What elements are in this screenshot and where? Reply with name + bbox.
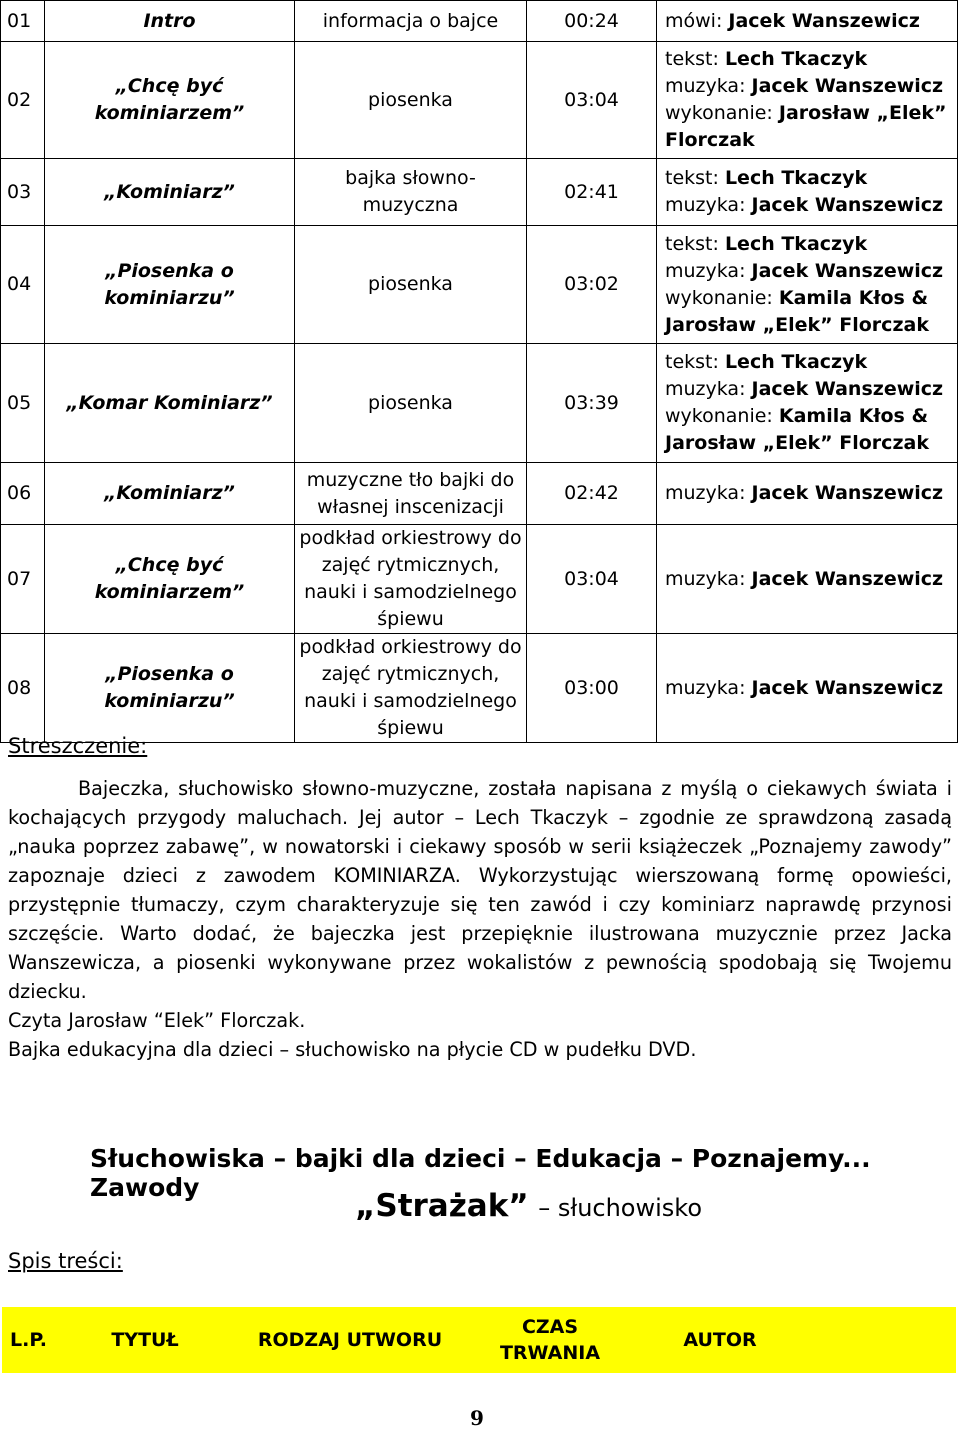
toc-heading: Spis treści: — [8, 1249, 123, 1273]
track-type: informacja o bajce — [295, 1, 527, 42]
table-row — [1, 226, 958, 344]
toc-col-time: CZAS TRWANIA — [499, 1316, 601, 1364]
track-title: „Kominiarz” — [45, 159, 295, 226]
track-time: 03:04 — [527, 525, 657, 634]
track-author: muzyka: Jacek Wanszewicz — [657, 634, 958, 743]
track-number: 08 — [1, 634, 45, 743]
table-row — [1, 344, 958, 463]
track-time: 02:41 — [527, 159, 657, 226]
track-type: piosenka — [295, 42, 527, 159]
table-row — [1, 463, 958, 525]
summary-reader: Czyta Jarosław “Elek” Florczak. — [8, 1009, 306, 1032]
track-type: podkład orkiestrowy do zajęć rytmicznych, nauki i samodzielnego śpiewu — [295, 634, 527, 743]
track-number: 02 — [1, 42, 45, 159]
book-title-suffix: – słuchowisko — [538, 1194, 703, 1222]
track-author: muzyka: Jacek Wanszewicz — [657, 463, 958, 525]
table-row — [1, 1, 958, 42]
track-type: piosenka — [295, 344, 527, 463]
track-title: „Komar Kominiarz” — [45, 344, 295, 463]
table-row — [1, 42, 958, 159]
track-number: 05 — [1, 344, 45, 463]
track-author: tekst: Lech Tkaczyk muzyka: Jacek Wanszewicz wykonanie: Kamila Kłos & Jarosław „Elek” Florczak — [657, 344, 958, 463]
toc-col-title: TYTUŁ — [111, 1329, 179, 1351]
toc-header-row — [2, 1307, 956, 1373]
track-title: „Piosenka o kominiarzu” — [45, 226, 295, 344]
summary-paragraph: Bajeczka, słuchowisko słowno-muzyczne, została napisana z myślą o ciekawych świata i kochających przygody maluchach. Jej autor – Lech Tkaczyk – zgodnie ze sprawdzoną zasadą „nauka poprzez zabawę”, w nowatorski i ciekawy sposób w serii książeczek „Poznajemy zawody” zapoznaje dzieci z zawodem KOMINIARZA. Wykorzystując wierszowaną formę opowieści, przystępnie tłumaczy, czym charakteryzuje się ten zawód i czy kominiarz naprawdę przynosi szczęście. Warto dodać, że bajeczka jest przepięknie ilustrowana muzycznie przez Jacka Wanszewicza, a piosenki wykonywane przez wokalistów z pewnością spodobają się Twojemu dziecku. — [8, 777, 952, 1003]
track-number: 06 — [1, 463, 45, 525]
track-type: muzyczne tło bajki do własnej inscenizacji — [295, 463, 527, 525]
track-title: „Chcę być kominiarzem” — [45, 525, 295, 634]
toc-col-lp: L.P. — [10, 1329, 47, 1351]
series-title: Słuchowiska – bajki dla dzieci – Edukacja – Poznajemy... Zawody — [90, 1144, 871, 1202]
table-row — [1, 525, 958, 634]
track-number: 01 — [1, 1, 45, 42]
track-number: 04 — [1, 226, 45, 344]
summary-text — [8, 774, 952, 1064]
track-author: tekst: Lech Tkaczyk muzyka: Jacek Wanszewicz — [657, 159, 958, 226]
track-title: „Chcę być kominiarzem” — [45, 42, 295, 159]
track-time: 02:42 — [527, 463, 657, 525]
track-time: 03:04 — [527, 42, 657, 159]
summary-heading: Streszczenie: — [8, 734, 148, 758]
page-number: 9 — [470, 1406, 484, 1430]
track-title: „Piosenka o kominiarzu” — [45, 634, 295, 743]
book-title — [355, 1188, 702, 1224]
track-time: 03:02 — [527, 226, 657, 344]
track-type: bajka słowno-muzyczna — [295, 159, 527, 226]
track-time: 03:39 — [527, 344, 657, 463]
track-type: podkład orkiestrowy do zajęć rytmicznych, nauki i samodzielnego śpiewu — [295, 525, 527, 634]
track-time: 00:24 — [527, 1, 657, 42]
table-row — [1, 634, 958, 743]
track-number: 07 — [1, 525, 45, 634]
track-title: Intro — [45, 1, 295, 42]
track-time: 03:00 — [527, 634, 657, 743]
toc-col-type: RODZAJ UTWORU — [257, 1329, 443, 1351]
track-author: tekst: Lech Tkaczyk muzyka: Jacek Wanszewicz wykonanie: Jarosław „Elek” Florczak — [657, 42, 958, 159]
track-number: 03 — [1, 159, 45, 226]
summary-format: Bajka edukacyjna dla dzieci – słuchowisko na płycie CD w pudełku DVD. — [8, 1038, 697, 1061]
track-title: „Kominiarz” — [45, 463, 295, 525]
track-author: mówi: Jacek Wanszewicz — [657, 1, 958, 42]
table-row — [1, 159, 958, 226]
track-type: piosenka — [295, 226, 527, 344]
track-author: muzyka: Jacek Wanszewicz — [657, 525, 958, 634]
track-author: tekst: Lech Tkaczyk muzyka: Jacek Wanszewicz wykonanie: Kamila Kłos & Jarosław „Elek” Florczak — [657, 226, 958, 344]
book-title-name: „Strażak” — [355, 1188, 529, 1224]
toc-col-author: AUTOR — [683, 1329, 757, 1351]
